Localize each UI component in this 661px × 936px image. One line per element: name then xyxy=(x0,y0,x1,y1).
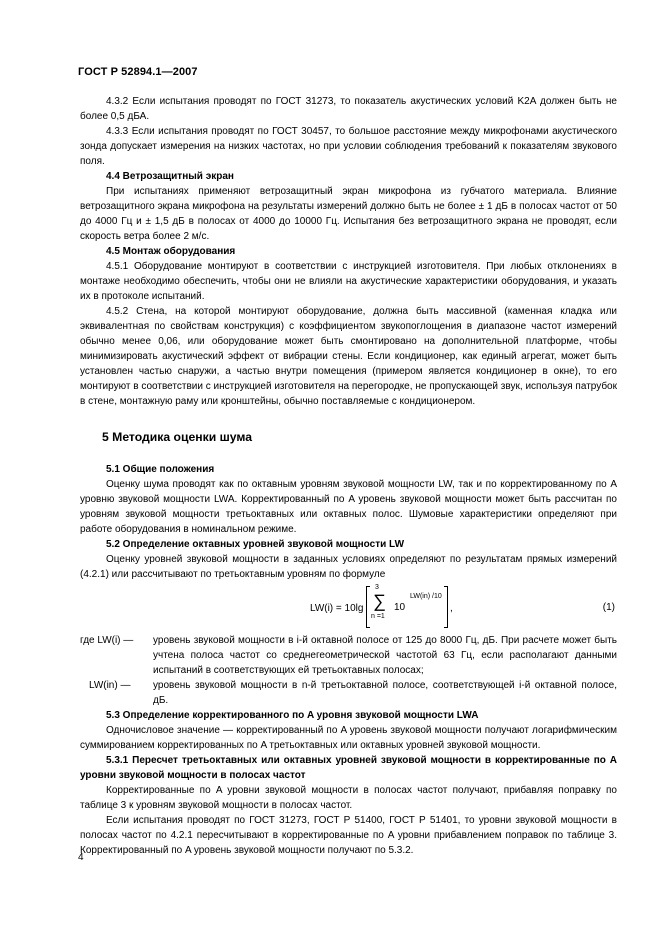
definition-lw-in xyxy=(80,678,617,708)
sum-lower-limit: n =1 xyxy=(371,613,385,620)
heading-5-2: 5.2 Определение октавных уровней звуковой мощности LW xyxy=(106,539,405,550)
paragraph-5-2: Оценку уровней звуковой мощности в заданных условиях определяют по результатам прямых измерений (4.2.1) или рассчитывают по третьоктавным уровням по формуле xyxy=(80,554,617,580)
heading-5-1: 5.1 Общие положения xyxy=(106,464,215,475)
paragraph-5-3-1-a: Корректированные по A уровни звуковой мощности в полосах частот получают, прибавляя поправку по таблице 3 к уровням звуковой мощности в полосах частот. xyxy=(80,785,617,811)
sigma-icon: ∑ xyxy=(373,591,386,611)
page-number: 4 xyxy=(78,852,84,863)
definition-term: где LW(i) — xyxy=(80,635,134,646)
formula-number: (1) xyxy=(602,602,615,613)
definition-term: LW(in) — xyxy=(89,680,131,691)
definition-text: уровень звуковой мощности в i-й октавной полосе от 125 до 8000 Гц, дБ. При расчете может быть учтена полоса частот со среднегеометрической частотой 63 Гц, если располагают данными испытаний в соответствующих ей третьоктавных полосах; xyxy=(153,635,617,676)
paragraph-4-5-1: 4.5.1 Оборудование монтируют в соответствии с инструкцией изготовителя. При любых отклонениях в монтаже необходимо обеспечить, чтобы они не влияли на акустические характеристики оборудования, и указать их в протоколе испытаний. xyxy=(80,261,617,302)
formula-base: 10 xyxy=(394,602,406,613)
sum-upper-limit: 3 xyxy=(375,584,379,591)
definition-text: уровень звуковой мощности в n-й третьоктавной полосе, соответствующей i-й октавной полосе, дБ. xyxy=(153,680,617,706)
formula-comma: , xyxy=(450,603,453,614)
heading-4-4: 4.4 Ветрозащитный экран xyxy=(106,171,234,182)
paragraph-4-3-3: 4.3.3 Если испытания проводят по ГОСТ 30457, то большое расстояние между микрофонами акустического зонда допускает измерения на низких частотах, но при условии соблюдения требований к показателям звукового поля. xyxy=(80,126,617,167)
formula-1 xyxy=(80,585,617,631)
formula-exponent: LW(in) /10 xyxy=(410,593,442,600)
paragraph-5-3: Одночисловое значение — корректированный по A уровень звуковой мощности получают логарифмическим суммированием корректированных по A третьоктавных или октавных уровней звуковой мощности. xyxy=(80,725,617,751)
heading-4-5: 4.5 Монтаж оборудования xyxy=(106,246,236,257)
document-header: ГОСТ Р 52894.1—2007 xyxy=(78,66,198,78)
paragraph-4-3-2: 4.3.2 Если испытания проводят по ГОСТ 31273, то показатель акустических условий K2A должен быть не более 0,5 дБА. xyxy=(80,96,617,122)
paragraph-5-3-1-b: Если испытания проводят по ГОСТ 31273, ГОСТ Р 51400, ГОСТ Р 51401, то уровни звуковой мощности в полосах частот по 4.2.1 пересчитывают в корректированные по A уровни прибавлением поправок по таблице 3. Корректированный по A уровень звуковой мощности получают по 5.3.2. xyxy=(80,815,617,856)
heading-5-3-1: 5.3.1 Пересчет третьоктавных или октавных уровней звуковой мощности в корректированные по A уровни звуковой мощности в полосах частот xyxy=(80,755,617,781)
definition-lw-i xyxy=(80,633,617,678)
paragraph-4-5-2: 4.5.2 Стена, на которой монтируют оборудование, должна быть массивной (каменная кладка или эквивалентная по свойствам конструкция) с коэффициентом звукопоглощения в диапазоне частот измерений обычно менее 0,06, или оборудование может быть смонтировано на дополнительной платформе, чтобы минимизировать акустический эффект от вибрации стены. Если кондиционер, как единый агрегат, может быть установлен частью снаружи, а частью внутри помещения (примером является кондиционер в окне), то его монтируют в соответствии с инструкцией изготовителя на перегородке, не пропускающей звук, используя патрубок в стене, монтажную раму или кронштейны, обычно поставляемые с кондиционером. xyxy=(80,306,617,407)
heading-5-3: 5.3 Определение корректированного по A уровня звуковой мощности LWA xyxy=(106,710,479,721)
section-5-title: 5 Методика оценки шума xyxy=(102,430,252,444)
document-body xyxy=(80,94,617,858)
paragraph-4-4: При испытаниях применяют ветрозащитный экран микрофона из губчатого материала. Влияние ветрозащитного экрана микрофона на результаты измерений должно быть не более ± 1 дБ в полосах частот от 50 до 4000 Гц и ± 1,5 дБ в полосах от 4000 до 10000 Гц. Испытания без ветрозащитного экрана не проводят, если скорость ветра более 2 м/с. xyxy=(80,186,617,242)
formula-lhs: LW(i) = 10lg xyxy=(310,603,364,614)
formula-bracket xyxy=(366,584,448,627)
paragraph-5-1: Оценку шума проводят как по октавным уровням звуковой мощности LW, так и по корректированному по A уровню звуковой мощности LWA. Корректированный по A уровень звуковой мощности может быть рассчитан по уровням звуковой мощности третьоктавных или октавных полос. Шумовые характеристики определяют при работе оборудования в номинальном режиме. xyxy=(80,479,617,535)
